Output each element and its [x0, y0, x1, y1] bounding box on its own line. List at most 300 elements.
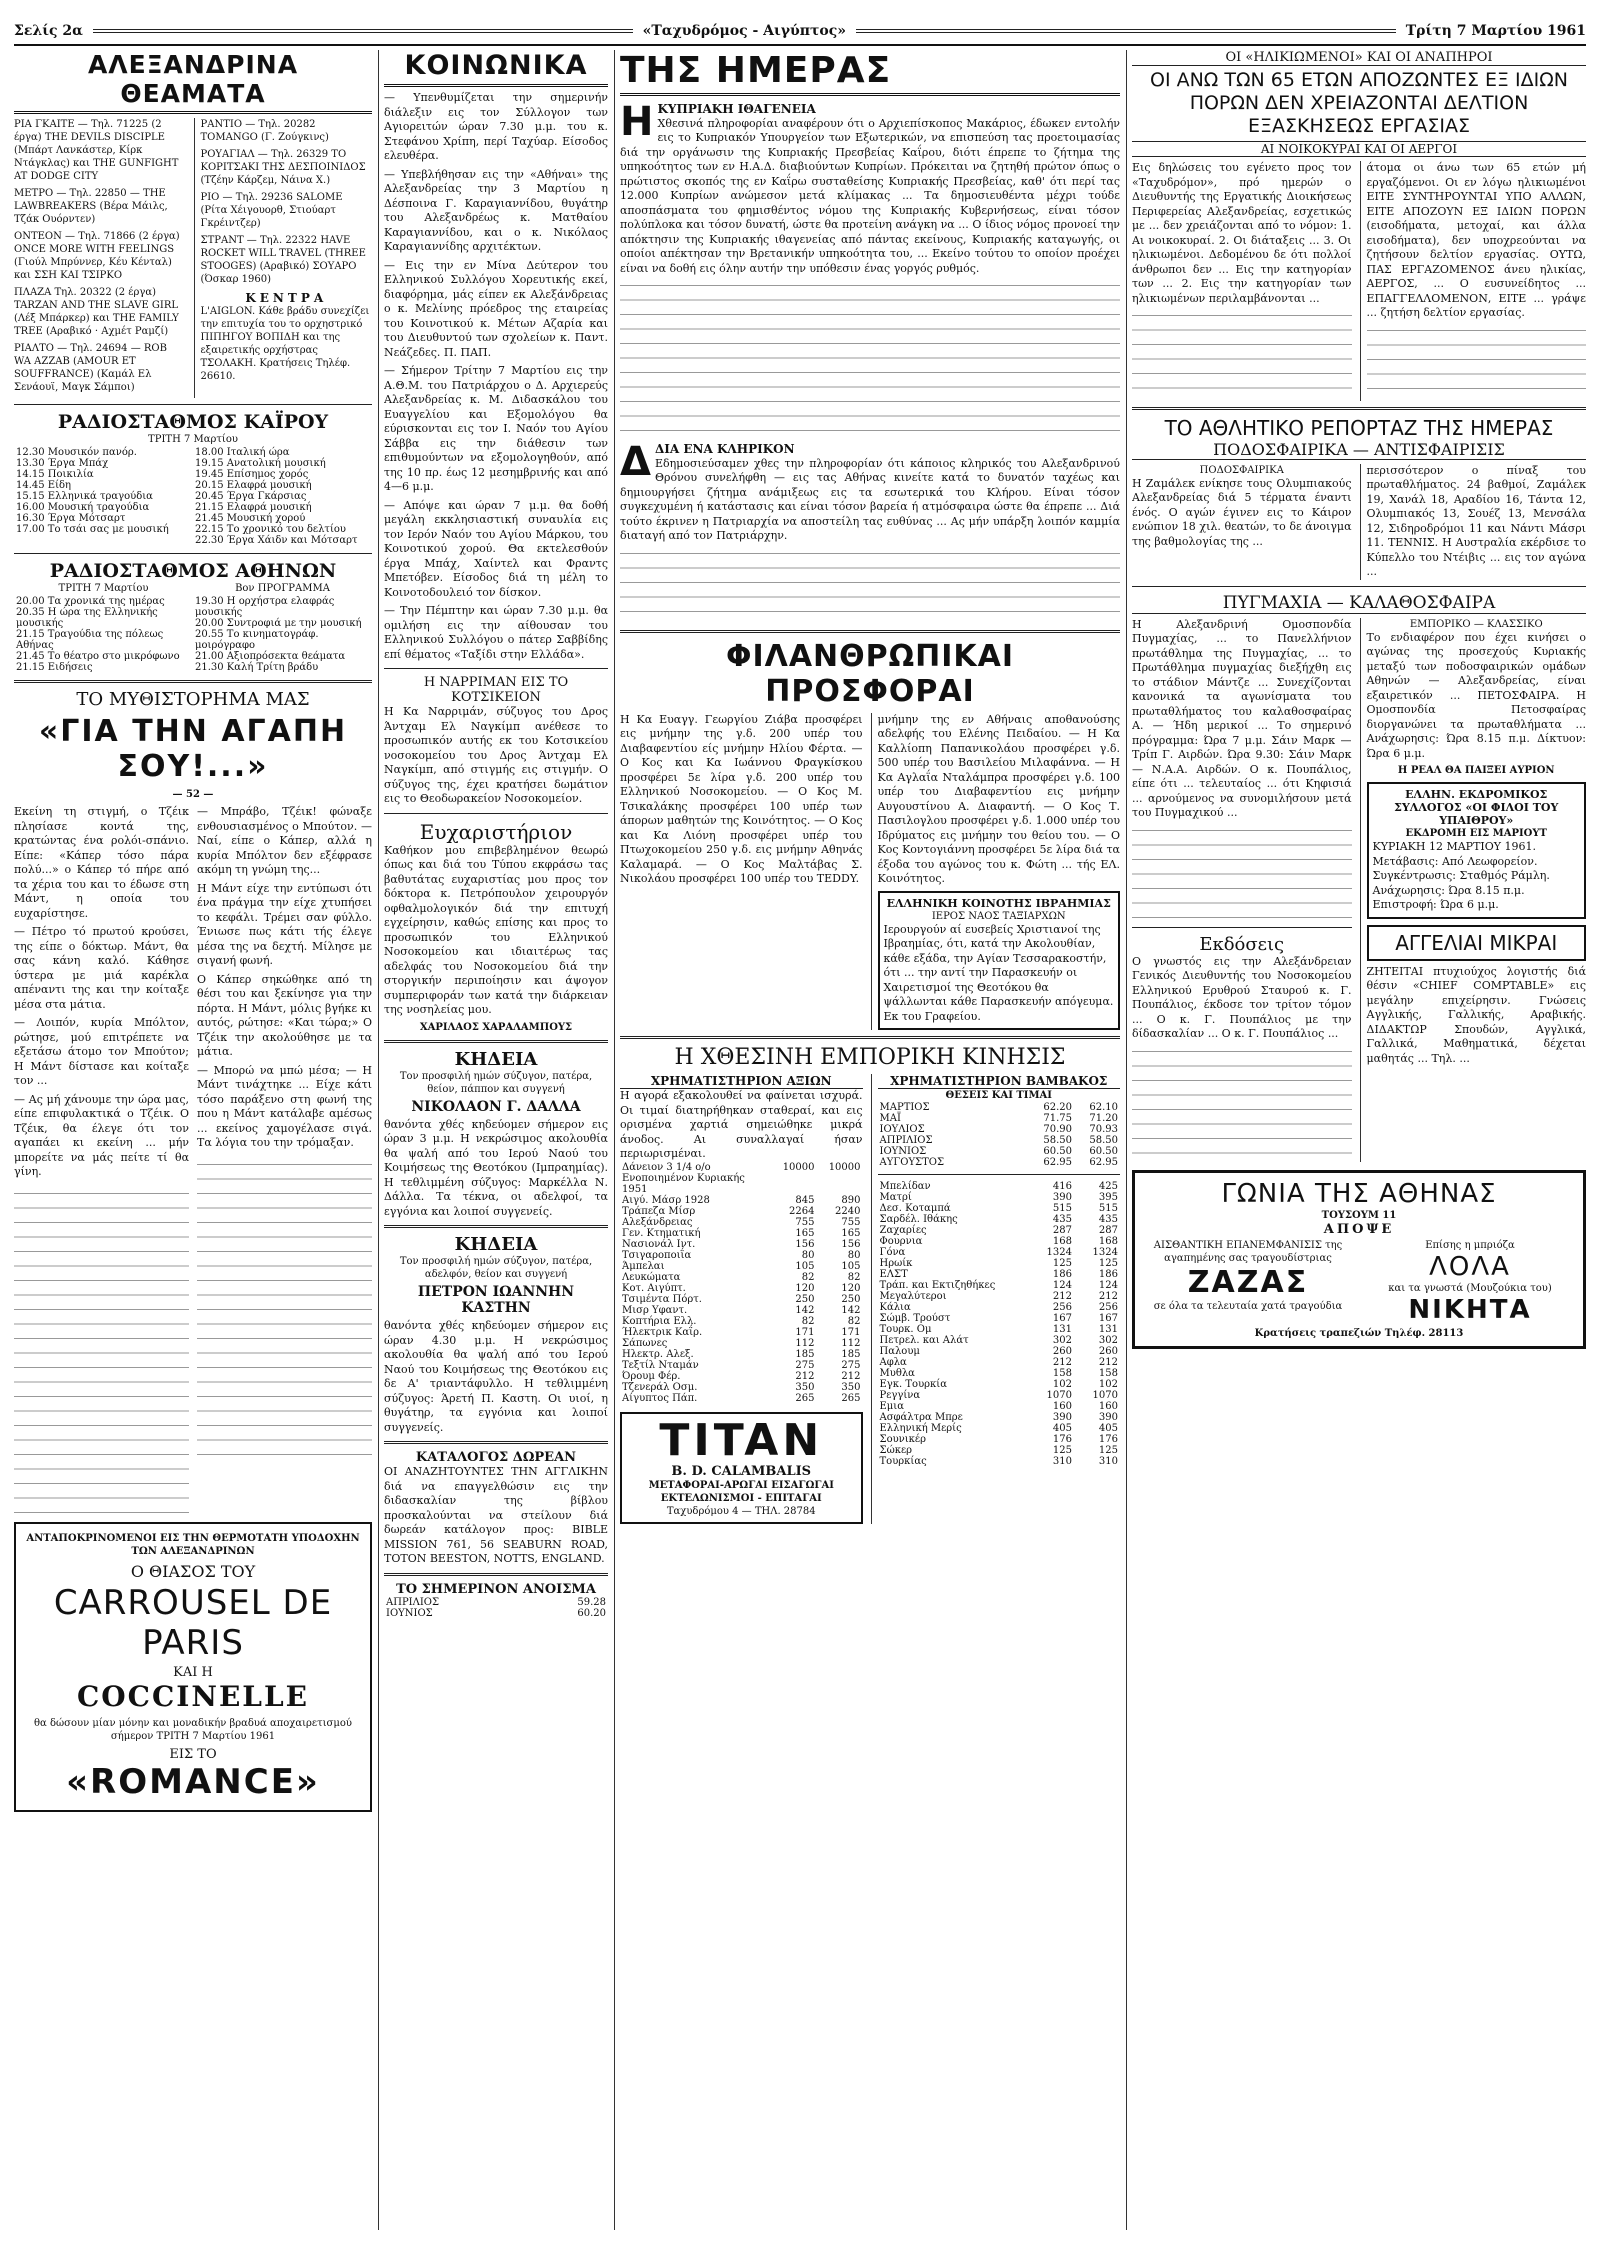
banner-of-the-day: ΤΗΣ ΗΜΕΡΑΣ: [620, 50, 1120, 96]
table-row: [878, 1236, 1121, 1247]
table-cell-b: 82: [847, 1271, 861, 1283]
social-item: — Την Πέμπτην και ώραν 7.30 μ.μ. θα ομιλήση εις την αίθουσαν του Ελληνικού Συλλόγου ο πάτερ Σαββίδης επί θέματος «Ταξίδι στην Ελλάδα».: [384, 604, 608, 661]
ad-carrousel-name: CARROUSEL DE PARIS: [53, 1582, 333, 1663]
table-row: [620, 1228, 863, 1239]
table-row: [878, 1434, 1121, 1445]
theatre-intro: ΑΙΣΘΑΝΤΙΚΗ ΕΠΑΝΕΜΦΑΝΙΣΙΣ της αγαπημένης σας τραγουδίστριας: [1153, 1239, 1343, 1264]
table-cell-b: 168: [1098, 1236, 1118, 1247]
kentra-text: L'AIGLON. Κάθε βράδυ συνεχίζει την επιτυχία του το ορχηστρικό ΠΙΠΗΓΟΥ ΒΟΠΙΔΗ και της εξαιρετικής ορχήστρας ΤΣΟΛΑΚΗ. Κρατήσεις Τηλέφ. 26610.: [200, 306, 370, 382]
table-row: [620, 1162, 863, 1173]
funeral-deceased-name: ΝΙΚΟΛΑΟΝ Γ. ΔΑΛΛΑ: [411, 1098, 581, 1115]
catalog-heading: ΚΑΤΑΛΟΓΟΣ ΔΩΡΕΑΝ: [415, 1450, 577, 1465]
table-cell-label: Παλουμ: [879, 1346, 920, 1357]
table-cell-b: 156: [841, 1238, 861, 1250]
novel-paragraph: Η Μάντ είχε την εντύπωσι ότι ένα πράγμα την είχε χτυπήσει το κεφάλι. Τρέμει σαν φύλλο. Ένιωσε πως κάτι τής έλεγε μέσα της να δεχτή. Μίλησε με σιγανή φωνή.: [197, 881, 372, 967]
excursion-text: ΚΥΡΙΑΚΗ 12 ΜΑΡΤΙΟΥ 1961. Μετάβασις: Από Λεωφορείον. Συγκέντρωσις: Σταθμός Ράμλη. Ανάχωρησις: Ώρα 8.15 π.μ. Επιστροφή: Ώρα 6 μ.μ.: [1372, 840, 1550, 911]
table-cell-a: 1324: [1046, 1247, 1072, 1258]
boxing-column: [1132, 618, 1352, 1162]
table-cell-label: Ηρωίκ: [879, 1258, 913, 1269]
table-cell-a: 405: [1052, 1423, 1072, 1434]
table-row: [878, 1324, 1121, 1335]
titan-line1: ΜΕΤΑΦΟΡΑΙ-ΑΡΩΓΑΙ ΕΙΣΑΓΩΓΑΙ: [648, 1479, 834, 1491]
table-cell-a: 515: [1052, 1203, 1072, 1214]
table-cell-a: [771, 1173, 817, 1195]
excursion-subheading: ΕΚΔΡΟΜΗ ΕΙΣ ΜΑΡΙΟΥΤ: [1405, 828, 1547, 839]
table-cell-label: Εγκ. Τουρκία: [879, 1379, 947, 1390]
dropcap: Η: [620, 99, 654, 145]
boxing-article: [1132, 618, 1586, 1162]
table-cell-label: Τράπ. και Εκτιζηθήκες: [879, 1280, 996, 1291]
table-cell-b: 256: [1098, 1302, 1118, 1313]
table-cell-a: 131: [1052, 1324, 1072, 1335]
funeral-lead: Τον προσφιλή ημών σύζυγον, πατέρα, αδελφόν, θείον και συγγενή: [399, 1256, 593, 1280]
table-cell-label: Τσιμέντα Πόρτ.: [622, 1293, 702, 1305]
table-row: [878, 1412, 1121, 1423]
table-row: [878, 1157, 1121, 1168]
table-cell-a: 10000: [782, 1161, 815, 1173]
table-cell-label: Πετρελ. και Αλάτ: [879, 1335, 969, 1346]
table-row: [878, 1113, 1121, 1124]
clergy-heading: ΔΙΑ ΕΝΑ ΚΛΗΡΙΚΟΝ: [654, 442, 795, 456]
market-heading: Η ΧΘΕΣΙΝΗ ΕΜΠΟΡΙΚΗ ΚΙΝΗΣΙΣ: [674, 1045, 1066, 1070]
table-row: [878, 1258, 1121, 1269]
table-cell-label: Ηλεκτρ. Αλεξ.: [622, 1348, 694, 1360]
schedule-entry: 20.45 Έργα Γκάρσιας: [195, 491, 307, 502]
excursion-notice: [1367, 782, 1587, 919]
table-row: [620, 1393, 863, 1404]
column-social: [384, 50, 608, 2230]
table-cell-label: Μεγαλύτεροι: [879, 1291, 947, 1302]
divider: [384, 813, 608, 814]
table-cell-a: 275: [795, 1359, 815, 1371]
table-row: [878, 1280, 1121, 1291]
table-cell-a: 167: [1052, 1313, 1072, 1324]
social-item: — Εις την εν Μίνα Δεύτερον του Ελληνικού Συλλόγου Χορευτικής εκεί, διαφόρημα, μάς είπεν εκ Αλεξάνδρειας ο κ. Μελίνης πρόεδρος της εταιρείας του Κοινοτικού κ. Μέτων Αζαρία και του Διευθυντού των σχολείων κ. Παντ. Νεάζεδες. Π. ΠΑΠ.: [384, 258, 608, 359]
table-row: [878, 1346, 1121, 1357]
table-cell-label: Τεξτίλ Νταμάν: [622, 1359, 699, 1371]
table-row: [878, 1445, 1121, 1456]
cinema-listing: ΡΑΝΤΙΟ — Τηλ. 20282 TOMANGO (Γ. Ζούγκινς): [200, 119, 329, 143]
table-cell-a: 302: [1052, 1335, 1072, 1346]
table-row: [620, 1173, 863, 1195]
table-cell-b: 71.20: [1089, 1113, 1118, 1124]
table-cell-a: 82: [801, 1315, 815, 1327]
schedule-entry: 21.15 Ειδήσεις: [16, 662, 93, 673]
sports-article: [1132, 464, 1586, 580]
table-cell-label: Μυθλα: [879, 1368, 915, 1379]
table-row: [620, 1382, 863, 1393]
schedule-entry: 13.30 Έργα Μπάχ: [16, 458, 109, 469]
books-text: Ο γνωστός εις την Αλεξάνδρειαν Γενικός Διευθυντής του Νοσοκομείου Ελληνικού Ερυθρού Σταυρού κ. Γ. Πουπάλιος, έκδοσε τον τρίτον τόμον ... Ο κ. Γ. Πουπάλιος με την δίδασκαλίαν ... Ο κ. Γ. Πουπάλιος ...: [1132, 954, 1352, 1040]
table-cell-a: 2264: [789, 1205, 815, 1217]
novel-column-left: [14, 805, 189, 1514]
table-cell-b: 60.50: [1089, 1146, 1118, 1157]
theatre-also: Επίσης η μπριόζα: [1425, 1239, 1515, 1251]
titan-owner: B. D. CALAMBALIS: [671, 1463, 812, 1479]
ad-and: ΚΑΙ Η: [173, 1664, 213, 1680]
theatre-intro-2: σε όλα τα τελευταία χατά τραγούδια: [1153, 1300, 1343, 1312]
table-row: [878, 1135, 1121, 1146]
radio-cairo-date: ΤΡΙΤΗ 7 Μαρτίου: [148, 434, 238, 445]
table-cell-b: 186: [1098, 1269, 1118, 1280]
table-row: [620, 1349, 863, 1360]
column-news-sports: [1132, 50, 1586, 2230]
classifieds-text: ΖΗΤΕΙΤΑΙ πτυχιούχος λογιστής διά θέσιν «CHIEF COMPTABLE» εις μεγάλην επιχείρησιν. Γνώσεις Αγγλικής, Γαλλικής, Αραβικής. ΔΙΔΑΚΤΩΡ Σπουδών, Αγγλικά, Γαλλικά, Μαθηματικά, δέχεται μαθητάς ... Τηλ. ...: [1366, 964, 1586, 1065]
church-notice: [878, 891, 1121, 1031]
schedule-entry: 20.55 Το κινηματογράφ. μοιρόγραφο: [195, 629, 319, 651]
theatre-performer-nikita: ΝΙΚΗΤΑ: [1408, 1294, 1532, 1325]
table-cell-b: 120: [841, 1282, 861, 1294]
elderly-headline: ΟΙ ΑΝΩ ΤΩΝ 65 ΕΤΩΝ ΑΠΟΖΩΝΤΕΣ ΕΞ ΙΔΙΩΝ ΠΟΡΩΝ ΔΕΝ ΧΡΕΙΑΖΟΝΤΑΙ ΔΕΛΤΙΟΝ ΕΞΑΣΚΗΣΕΩΣ ΕΡΓΑΣΙΑΣ: [1150, 69, 1568, 137]
table-cell-b: 425: [1098, 1181, 1118, 1192]
table-row: [384, 1608, 608, 1619]
sports-subheading: ΠΟΔΟΣΦΑΙΡΙΚΑ — ΑΝΤΙΣΦΑΙΡΙΣΙΣ: [1132, 440, 1586, 460]
table-cell-label: Λευκώματα: [622, 1271, 681, 1283]
table-cell-b: 165: [841, 1227, 861, 1239]
table-cell-label: Τουρκ. Ομ: [879, 1324, 932, 1335]
table-cell-label: Σουνικέρ: [879, 1434, 926, 1445]
table-cell-label: Σώκερ: [879, 1445, 913, 1456]
football-column-right: [1360, 464, 1587, 580]
column-divider-2: [614, 50, 615, 2230]
cinema-list-left: [14, 118, 186, 398]
table-cell-a: 142: [795, 1304, 815, 1316]
cinema-listing: ΡΙΑΛΤΟ — Τηλ. 24694 — ROB WA AZZAB (AMOUR ET SOUFFRANCE) (Καμάλ Ελ Σενάουϊ, Μαγκ Σάμποι): [14, 343, 167, 393]
nile-value: 60.20: [577, 1607, 606, 1619]
table-row: [620, 1195, 863, 1206]
table-cell-b: 171: [841, 1326, 861, 1338]
radio-athens-date: ΤΡΙΤΗ 7 Μαρτίου: [58, 583, 149, 594]
table-cell-b: 142: [841, 1304, 861, 1316]
narriman-text: Η Κα Ναρριμάν, σύζυγος του Δρος Άντχαμ Ελ Ναγκίμπ ανέθεσε το προσωπικόν αυτής εκ του Κοτσικείου νοσοκομείου του Δρος Άντχαμ Ελ Ναγκίμπ, από στιγμής εις στιγμήν. Ο σύζυγος της, έχει κρατήσει δωμάτιον εις το Θεοδωρακείον Νοσοκομείον.: [384, 705, 608, 805]
table-cell-a: 186: [1052, 1269, 1072, 1280]
philanthropic-heading: ΦΙΛΑΝΘΡΩΠΙΚΑΙ ΠΡΟΣΦΟΡΑΙ: [725, 638, 1015, 709]
table-cell-label: Σάπωνες: [622, 1337, 668, 1349]
table-cell-label: Ασφάλτρα Μπρε: [879, 1412, 963, 1423]
table-cell-a: 165: [795, 1227, 815, 1239]
table-cell-label: ΙΟΥΝΙΟΣ: [879, 1146, 927, 1157]
table-cell-a: 260: [1052, 1346, 1072, 1357]
schedule-entry: 14.15 Ποικιλία: [16, 469, 94, 480]
stocks-text: Η αγορά εξακολουθεί να φαίνεται ισχυρά. Οι τιμαί διατηρήθηκαν σταθεραί, και εις ορισμένα χαρτιά σημειώθηκε μικρά άνοδος. Αι συναλλαγαί ήσαν περιωρισμέναι.: [620, 1089, 863, 1160]
table-cell-label: Γεν. Κτηματική: [622, 1227, 701, 1239]
table-row: [878, 1302, 1121, 1313]
table-cell-label: Κοπτήρια Ελλ.: [622, 1315, 697, 1327]
table-cell-label: ΙΟΥΛΙΟΣ: [879, 1124, 925, 1135]
stocks-section: [620, 1074, 863, 1524]
football-column: [1132, 464, 1352, 580]
table-cell-a: 845: [795, 1194, 815, 1206]
table-cell-b: 265: [841, 1392, 861, 1404]
thanks-heading: Ευχαριστήριον: [419, 819, 573, 844]
church-heading: ΕΛΛΗΝΙΚΗ ΚΟΙΝΟΤΗΣ ΙΒΡΑΗΜΙΑΣ: [886, 896, 1111, 910]
masthead: [14, 20, 1586, 42]
table-row: [620, 1206, 863, 1217]
divider: [384, 1040, 608, 1043]
table-cell-a: 71.75: [1043, 1113, 1072, 1124]
narriman-heading: Η ΝΑΡΡΙΜΑΝ ΕΙΣ ΤΟ ΚΟΤΣΙΚΕΙΟΝ: [423, 675, 569, 705]
table-cell-b: 515: [1098, 1203, 1118, 1214]
social-items: [384, 91, 608, 662]
elderly-column-right: [1360, 161, 1587, 401]
cyprus-heading: ΚΥΠΡΙΑΚΗ ΙΘΑΓΕΝΕΙΑ: [657, 102, 816, 116]
table-row: [620, 1283, 863, 1294]
schedule-entry: 21.45 Το θέατρο στο μικρόφωνο: [16, 651, 180, 662]
table-cell-label: Άμπελαι: [622, 1260, 665, 1272]
table-cell-label: Φουρνια: [879, 1236, 923, 1247]
philanthropic-body: [620, 713, 1120, 1031]
table-cell-label: Όρουμ Φέρ.: [622, 1370, 681, 1382]
divider: [14, 404, 372, 405]
theatre-acts: [1141, 1239, 1577, 1325]
column-divider-1: [378, 50, 379, 2230]
schedule-entry: 16.00 Μουσική τραγούδια: [16, 502, 150, 513]
table-cell-a: 256: [1052, 1302, 1072, 1313]
elderly-article: [1132, 161, 1586, 401]
text-lines-filler: [197, 1155, 372, 1455]
table-row: [620, 1250, 863, 1261]
table-cell-b: 124: [1098, 1280, 1118, 1291]
table-cell-b: 80: [847, 1249, 861, 1261]
table-cell-b: 131: [1098, 1324, 1118, 1335]
table-row: [620, 1261, 863, 1272]
divider: [384, 668, 608, 669]
stocks-table: [620, 1162, 863, 1404]
funeral-heading: ΚΗΔΕΙΑ: [454, 1234, 538, 1255]
elderly-kicker: ΟΙ «ΗΛΙΚΙΩΜΕΝΟΙ» ΚΑΙ ΟΙ ΑΝΑΠΗΡΟΙ: [1132, 50, 1586, 66]
table-cell-label: ΕΛΣΤ: [879, 1269, 908, 1280]
table-row: [620, 1327, 863, 1338]
thanks-signature: ΧΑΡΙΛΑΟΣ ΧΑΡΑΛΑΜΠΟΥΣ: [419, 1021, 573, 1033]
table-cell-b: 212: [1098, 1291, 1118, 1302]
table-cell-b: 1324: [1092, 1247, 1118, 1258]
table-cell-label: Τράπεζα Μίσρ: [622, 1205, 696, 1217]
table-cell-label: Δάνειον 3 1/4 ο/ο: [622, 1161, 711, 1173]
table-cell-label: Κοτ. Αιγύπτ.: [622, 1282, 686, 1294]
commerce-text: Το ενδιαφέρον που έχει κινήσει ο αγώνας της προσεχούς Κυριακής μεταξύ των ποδοσφαιρικών ομάδων Αθηνών — Αλεξανδρείας, είναι εξαιρετικόν ... ΠΕΤΟΣΦΑΙΡΑ. Η Ομοσπονδία Πετοσφαίρας διοργανώνει τα πρωταθλήματα ... Ανάχωρησις: Ώρα 8.15 π.μ. Δίκτυον: Ώρα 6 μ.μ.: [1366, 630, 1586, 760]
table-row: [878, 1379, 1121, 1390]
elderly-column-left: [1132, 161, 1352, 401]
elderly-text-left: Εις δηλώσεις του εγένετο προς τον «Ταχυδρόμον», πρό ημερών ο Διευθυντής της Εργατικής Διοικήσεως Περιφερείας Αλεξανδρείας, εσχετικώς με ... δεν χρειάζονται από το νόμον: 1. Αι νοικοκυραί. 2. Οι διάταξεις ... 3. Οι ηλικιωμένοι. Δεδομένου δε ότι πολλοί άνθρωποι δεν ... Εις την κατηγορίαν των ... 2. Εις την κατηγορίαν των ηλικιωμένων περιλαμβάνονται ...: [1132, 161, 1352, 305]
table-cell-b: 10000: [828, 1161, 861, 1173]
column-of-the-day: [620, 50, 1120, 2230]
table-row: [878, 1335, 1121, 1346]
commerce-column: [1360, 618, 1587, 1162]
excursion-heading: ΕΛΛΗΝ. ΕΚΔΡΟΜΙΚΟΣ ΣΥΛΛΟΓΟΣ «ΟΙ ΦΙΛΟΙ ΤΟΥ ΥΠΑΙΘΡΟΥ»: [1394, 788, 1559, 827]
table-row: [620, 1272, 863, 1283]
table-cell-a: 80: [801, 1249, 815, 1261]
divider: [1132, 407, 1586, 410]
table-row: [878, 1368, 1121, 1379]
table-cell-a: 416: [1052, 1181, 1072, 1192]
elderly-text-right: άτομα οι άνω των 65 ετών μή εργαζόμενοι. Οι εν λόγω ηλικιωμένοι ΕΙΤΕ ΣΥΝΤΗΡΟΥΝΤΑΙ ΥΠΟ ΑΛΛΩΝ, ΕΙΤΕ ΑΠΟΖΟΥΝ ΕΞ ΙΔΙΩΝ ΠΟΡΩΝ (εισοδήματα, μετοχαί, και άλλα εισοδήματα), δεν υποχρεούνται να ζητήσουν δελτίον εργασίας. ΟΥΤΩ, ΠΑΣ ΕΡΓΑΖΟΜΕΝΟΣ άνευ ηλικίας, ΑΕΡΓΟΣ, ... Ο ευσυνείδητος ... ΕΠΑΓΓΕΛΛΟΜΕΝΟΝ, ΕΙΤΕ ... γράψε ... ζητήση δελτίον εργασίας.: [1366, 161, 1586, 319]
table-cell-b: 176: [1098, 1434, 1118, 1445]
ad-titan: [620, 1412, 863, 1524]
table-cell-a: 125: [1052, 1445, 1072, 1456]
novel-paragraph: — Ας μή χάνουμε την ώρα μας, είπε επιφυλακτικά ο Τζέικ. Ο Τζέικ, θα έλεγε ότι τον αγαπάει κι εκείνη ... μήν μπορείτε να μάς πείτε τί θα γίνη.: [14, 1092, 189, 1178]
ad-carrousel-de-paris: [14, 1522, 372, 1812]
table-cell-a: 212: [1052, 1291, 1072, 1302]
table-cell-b: 58.50: [1089, 1135, 1118, 1146]
cinema-listing: ΡΙΑ ΓΚΑΙΤΕ — Τηλ. 71225 (2 έργα) THE DEVILS DISCIPLE (Μπάρτ Λανκάστερ, Κίρκ Ντάγκλας) και THE GUNFIGHT AT DODGE CITY: [14, 119, 179, 182]
table-cell-b: 405: [1098, 1423, 1118, 1434]
table-cell-label: Εμια: [879, 1401, 904, 1412]
table-row: [878, 1390, 1121, 1401]
funeral-text: θανόντα χθές κηδεύομεν σήμερον εις ώραν 4.30 μ.μ. Η νεκρώσιμος ακολουθία θα ψαλή από του Ιερού Ναού του Κοιμήσεως της Θεοτόκου εις δε Α' τριαντάφυλλο. Η τεθλιμμένη σύζυγος: Άρετή Π. Καστη. Οι υιοί, η θυγάτηρ, τα εγγόνια και λοιποί συγγενείς.: [384, 1319, 608, 1434]
table-cell-label: Ζαχαρίες: [879, 1225, 927, 1236]
table-cell-a: 185: [795, 1348, 815, 1360]
table-cell-b: 125: [1098, 1258, 1118, 1269]
cinema-list-right: [194, 118, 373, 398]
table-cell-a: 82: [801, 1271, 815, 1283]
table-cell-a: 62.95: [1043, 1157, 1072, 1168]
cinema-listings: [14, 118, 372, 398]
philanthropic-text-left: Η Κα Ευαγγ. Γεωργίου Ζιάβα προσφέρει εις μνήμην της γ.δ. 200 υπέρ του Διαβαφεντίου είς μνήμην Ηλίου Φέρτα. — Ο Κος και Κα Ιωάννου Φραγκίσκου προσφέρει 5ε λίρα γ.δ. 200 υπέρ του Ελληνικού Νοσοκομείου. — Ο Κος Μ. Τσικαλάκης προσφέρει 100 υπέρ των άπορων μαθητών της Κοινότητος. — Ο Κος και Κα Λιόνη προσφέρει υπέρ του Πτωχοκομείου 250 γ.δ. εις μνήμην Αθηνάς Καλαμαρά. — Ο Κος Μαλτάβας Σ. Νικολάου προσφέρει 100 υπέρ του TEDDY.: [620, 712, 863, 885]
table-cell-label: Αλεξάνδρειας: [622, 1216, 693, 1228]
theatre-heading: ΓΩΝΙΑ ΤΗΣ ΑΘΗΝΑΣ: [1221, 1178, 1497, 1209]
table-row: [878, 1313, 1121, 1324]
table-row: [878, 1357, 1121, 1368]
kentra-heading: ΚΕΝΤΡΑ: [245, 291, 328, 305]
philanthropic-text-right: μνήμην της εν Αθήναις αποθανούσης αδελφής του Ελένης Πειδαίου. — Η Κα Καλλίοπη Παπανικολάου προσφέρει γ.δ. 500 υπέρ του Βασιλείου Μιλαφάννα. — Η Κα Αγλαΐα Νταλάμπρα προσφέρει γ.δ. 100 υπέρ του Διαβαφεντίου εις μνήμην Αυγουστίνου Α. Διαφαντή. — Ο Κος Τ. Πασιλογλου προσφέρει γ.δ. 1.000 υπέρ του Ιδρύματος εις μνήμην του θείου του. — Ο Κος Κοντογιάννη προσφέρει 5ε λίρα διά τα έξοδα του αγώνος του κ. Φώτη ... τής ΕΛ. Κοινότητος.: [877, 712, 1120, 885]
table-cell-b: 1070: [1092, 1390, 1118, 1401]
classifieds-heading: ΑΓΓΕΛΙΑΙ ΜΙΚΡΑΙ: [1395, 930, 1558, 955]
nile-label: ΑΠΡΙΛΙΟΣ: [386, 1596, 440, 1608]
schedule-entry: 20.00 Τα χρονικά της ημέρας: [16, 596, 165, 607]
commerce-subheading: Η ΡΕΑΛ ΘΑ ΠΑΙΞΕΙ ΑΥΡΙΟΝ: [1397, 765, 1555, 776]
theatre-address: ΤΟΥΣΟΥΜ 11: [1321, 1209, 1397, 1221]
table-row: [620, 1371, 863, 1382]
table-cell-a: 168: [1052, 1236, 1072, 1247]
radio-athens-schedule-left: [14, 595, 193, 674]
novel-episode: — 52 —: [172, 789, 214, 800]
table-cell-a: 310: [1052, 1456, 1072, 1467]
table-cell-label: Σαρδέλ. Ιθάκης: [879, 1214, 958, 1225]
table-cell-a: 124: [1052, 1280, 1072, 1291]
sports-heading: ΤΟ ΑΘΛΗΤΙΚΟ ΡΕΠΟΡΤΑΖ ΤΗΣ ΗΜΕΡΑΣ: [1164, 415, 1554, 440]
table-cell-label: Ενοποιημένον Κυριακής 1951: [622, 1172, 745, 1195]
text-lines-filler: [14, 1184, 189, 1514]
table-cell-b: 287: [1098, 1225, 1118, 1236]
schedule-entry: 21.15 Ελαφρά μουσική: [195, 502, 312, 513]
table-cell-label: Τσιγαροποιΐα: [622, 1249, 692, 1261]
football-text-right: περισσότερον ο πίναξ του πρωταθλήματος. 24 βαθμοί, Ζαμάλεκ 19, Χανάλ 18, Αραδίου 16, Τάντα 12, Ολυμπιακός 13, Σουέζ 13, Μενσάλα 12, Σιδηροδρόμοι 11 και Νάντι Μάσρι 11. ΤΕΝΝΙΣ. Η Αυστραλία εκέρδισε το Κύπελλο του Ντέιβις ... εις τον αγώνα ...: [1366, 463, 1586, 578]
table-cell-a: 160: [1052, 1401, 1072, 1412]
table-cell-label: Ελληνική Μερίς: [879, 1423, 962, 1434]
theatre-performer-lola: ΛΟΛΑ: [1429, 1251, 1511, 1282]
radio-athens-program: Βον ΠΡΟΓΡΑΜΜΑ: [235, 583, 330, 594]
table-cell-b: 350: [841, 1381, 861, 1393]
table-cell-label: Σώμβ. Τρούστ: [879, 1313, 951, 1324]
ad-venue-romance: «ROMANCE»: [66, 1761, 320, 1802]
table-cell-b: [817, 1173, 863, 1195]
titan-address: Ταχυδρόμου 4 — ΤΗΛ. 28784: [666, 1505, 816, 1517]
table-cell-b: 112: [841, 1337, 861, 1349]
classifieds-box: [1367, 925, 1587, 961]
novel-paragraph: — Λοιπόν, κυρία Μπόλτον, ρώτησε, μού επιτρέπετε να εξετάσω άτομο τον Μπούτον; Η Μάντ δίστασε και κοίταξε τον ...: [14, 1016, 189, 1087]
schedule-entry: 20.00 Συντροφιά με την μουσική: [195, 618, 362, 629]
column-entertainment: [14, 50, 372, 2230]
table-cell-a: 102: [1052, 1379, 1072, 1390]
catalog-text: ΟΙ ΑΝΑΖΗΤΟΥΝΤΕΣ ΤΗΝ ΑΓΓΛΙΚΗΝ διά να επαγγελθώσιν εις την διδασκαλίαν της βίβλου προσκαλούνται να στείλουν διά δωρεάν κατάλογον προς: BIBLE MISSION 761, 56 SEABURN ROAD, TOTON BEESTON, NOTTS, ENGLAND.: [384, 1465, 608, 1565]
table-cell-label: Τουρκίας: [879, 1456, 927, 1467]
table-cell-a: 350: [795, 1381, 815, 1393]
table-cell-a: 287: [1052, 1225, 1072, 1236]
banner-alexandria-shows: ΑΛΕΞΑΝΔΡΙΝΑ ΘΕΑΜΑΤΑ: [14, 50, 372, 114]
radio-athens-heading: ΡΑΔΙΟΣΤΑΘΜΟΣ ΑΘΗΝΩΝ: [49, 560, 337, 582]
table-cell-b: 160: [1098, 1401, 1118, 1412]
table-row: [384, 1597, 608, 1608]
table-cell-a: 58.50: [1043, 1135, 1072, 1146]
table-cell-a: 250: [795, 1293, 815, 1305]
church-text: Ιερουργούν αί ευσεβείς Χριστιανοί της Ιβραημίας, ότι, κατά την Ακολουθίαν, κάθε εξάδα, την Αγίαν Τεσσαρακοστήν, ότι ... την αντί την Παρασκευήν οι Χαιρετισμοί της Θεοτόκου θα ψάλλωνται κάθε Παρασκευήν απόγευμα. Εκ του Γραφείου.: [883, 922, 1114, 1023]
cotton-table: [878, 1102, 1121, 1168]
table-row: [878, 1214, 1121, 1225]
philanthropic-column-right: [871, 713, 1121, 1031]
table-cell-label: Νασιονάλ Ιντ.: [622, 1238, 696, 1250]
divider: [14, 680, 372, 683]
table-cell-b: 890: [841, 1194, 861, 1206]
funeral-lead: Τον προσφιλή ημών σύζυγον, πατέρα, θείον, πάππον και συγγενή: [399, 1070, 593, 1095]
table-row: [878, 1456, 1121, 1467]
ad-coccinelle-name: COCCINELLE: [77, 1679, 309, 1713]
schedule-entry: 18.00 Ιταλική ώρα: [195, 447, 290, 458]
table-cell-a: 62.20: [1043, 1102, 1072, 1113]
schedule-entry: 19.30 Η ορχήστρα ελαφράς μουσικής: [195, 596, 335, 618]
books-heading: Εκδόσεις: [1199, 933, 1285, 955]
divider: [384, 1225, 608, 1228]
theatre-booking: Κρατήσεις τραπεζιών Τηλέφ. 28113: [1254, 1327, 1464, 1339]
table-cell-a: 176: [1052, 1434, 1072, 1445]
ad-thiasos: Ο ΘΙΑΣΟΣ ΤΟΥ: [130, 1561, 256, 1581]
table-cell-a: 120: [795, 1282, 815, 1294]
masthead-page-label: Σελίς 2α: [14, 23, 83, 39]
table-cell-a: 156: [795, 1238, 815, 1250]
radio-athens-schedule: [14, 582, 372, 674]
boxing-heading: ΠΥΓΜΑΧΙΑ — ΚΑΛΑΘΟΣΦΑΙΡΑ: [1132, 593, 1586, 614]
novel-body: [14, 805, 372, 1514]
cinema-listing: ΡΙΟ — Τηλ. 29236 SALOME (Ρίτα Χέιγουορθ, Στιούαρτ Γκρέιντζερ): [200, 192, 343, 229]
table-cell-b: 158: [1098, 1368, 1118, 1379]
table-row: [878, 1401, 1121, 1412]
ad-at: ΕΙΣ ΤΟ: [169, 1746, 217, 1762]
table-cell-a: 70.90: [1043, 1124, 1072, 1135]
novel-paragraph: — Μπράβο, Τζέικ! φώναξε ενθουσιασμένος ο Μπούτον. — Ναί, είπε ο Κάπερ, αλλά η κυρία Μπόλτον δεν εξέφρασε ακόμη τη γνώμη της...: [197, 805, 372, 876]
table-row: [878, 1124, 1121, 1135]
novel-paragraph: Ο Κάπερ σηκώθηκε από τη θέσι του και ξεκίνησε για την πόρτα. Η Μάντ, μόλις βγήκε κι αυτός, ρώτησε: «Και τώρα;» Ο Τζέικ την ακολούθησε με τα μάτια.: [197, 972, 372, 1058]
table-row: [878, 1291, 1121, 1302]
table-cell-label: ΑΠΡΙΛΙΟΣ: [879, 1135, 933, 1146]
text-lines-filler: [620, 276, 1120, 436]
clergy-text: Εδημοσιεύσαμεν χθες την πληροφορίαν ότι κάποιος κληρικός του Αλεξανδρινού Θρόνου συνελήφθη — εις τας Αθήνας κινείτε κατά το δυνατόν ταχέως και δημιουργήσει ζήτημα ανάμιξεως εις τα εσωτερικά του Κλήρου. Είναι τόσον συγκεχυμένη ή κατάστασις και είναι τόσον βαρεία ή ατμόσφαιρα ώστε θα έπρεπε ... Διά τούτο έκρινεν η Πατριαρχία να αποστείλη τας ευθύνας ... Ας μήν υπάρξη λοιπόν καμμία διαταγή από τον Πατριάρχην.: [620, 456, 1120, 542]
table-cell-b: 755: [841, 1216, 861, 1228]
funeral-heading: ΚΗΔΕΙΑ: [454, 1048, 538, 1070]
cinema-listing: ΟΝΤΕΟΝ — Τηλ. 71866 (2 έργα) ONCE MORE WITH FEELINGS (Γιούλ Μπρύννερ, Κέυ Κένταλ) και ΣΣΗ ΚΑΙ ΤΣΙΡΚΟ: [14, 231, 180, 281]
schedule-entry: 21.45 Μουσική χορού: [195, 513, 306, 524]
theatre-act-right: [1363, 1239, 1577, 1325]
table-cell-b: 302: [1098, 1335, 1118, 1346]
table-cell-label: Μισρ Υφαντ.: [622, 1304, 688, 1316]
table-row: [878, 1423, 1121, 1434]
novel-title: «ΓΙΑ ΤΗΝ ΑΓΑΠΗ ΣΟΥ!...»: [38, 714, 348, 784]
table-cell-b: 395: [1098, 1192, 1118, 1203]
table-cell-label: ΜΑΪ: [879, 1113, 901, 1124]
cotton-subheading: ΘΕΣΕΙΣ ΚΑΙ ΤΙΜΑΙ: [945, 1090, 1052, 1101]
schedule-entry: 21.30 Καλή Τρίτη βράδυ: [195, 662, 319, 673]
novel-column-right: [197, 805, 372, 1514]
titan-line2: ΕΚΤΕΛΩΝΙΣΜΟΙ - ΕΠΙΤΑΓΑΙ: [660, 1492, 822, 1504]
table-row: [878, 1146, 1121, 1157]
